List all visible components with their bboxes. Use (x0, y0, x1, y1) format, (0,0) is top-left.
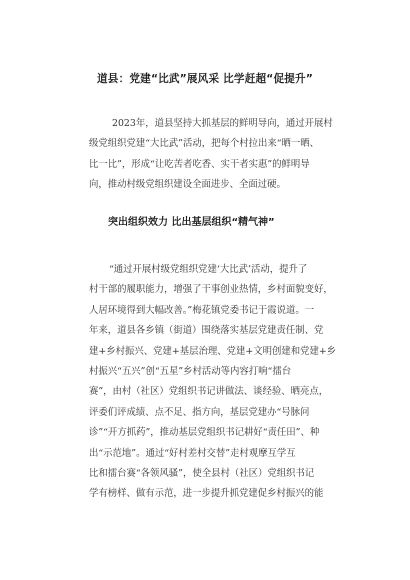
text-line: 诊”“开方抓药”，推动基层党组织书记耕好“责任田”、种 (89, 427, 320, 439)
text-line: 比一比”，形成“让吃苦者吃香、实干者实惠”的鲜明导 (89, 158, 310, 170)
text-line: “通过开展村级党组织党建‘大比武’活动，提升了 (109, 264, 308, 275)
paragraph-body (89, 260, 339, 505)
text-line: 级党组织党建“大比武”活动，把每个村拉出来“晒一晒、 (89, 138, 320, 150)
text-line: 2023年，道县坚持大抓基层的鲜明导向，通过开展村 (112, 118, 333, 129)
text-line: 年来，道县各乡镇（街道）围绕落实基层党建责任制、党 (89, 325, 324, 337)
text-line: 村振兴“五兴”创“五星”乡村活动等内容打响“擂台 (89, 365, 292, 377)
text-line: 出“示范地”。通过“好村差村交替”走村观摩互学互 (89, 447, 296, 459)
text-line: 学有榜样、做有示范，进一步提升抓党建促乡村振兴的能 (89, 488, 324, 500)
document-title: 道县：党建“比武”展风采 比学赶超“促提升” (96, 73, 314, 85)
paragraph-intro (89, 114, 339, 196)
section-heading: 突出组织效力 比出基层组织“精气神” (108, 217, 275, 228)
text-line: 向，推动村级党组织建设全面进步、全面过硬。 (89, 179, 286, 191)
text-line: 建+乡村振兴、党建+基层治理、党建+文明创建和党建+乡 (89, 345, 337, 357)
text-line: 赛”，由村（社区）党组织书记讲做法、谈经验、晒亮点， (89, 386, 329, 398)
text-line: 村干部的履职能力，增强了干事创业热情，乡村面貌变好， (89, 284, 333, 296)
text-line: 评委们评成绩、点不足、指方向，基层党建办“号脉问 (89, 406, 310, 418)
text-line: 比和擂台赛“各领风骚”，使全县村（社区）党组织书记 (89, 467, 315, 479)
text-line: 人居环境得到大幅改善。”梅花镇党委书记于霞说道。一 (89, 304, 315, 316)
